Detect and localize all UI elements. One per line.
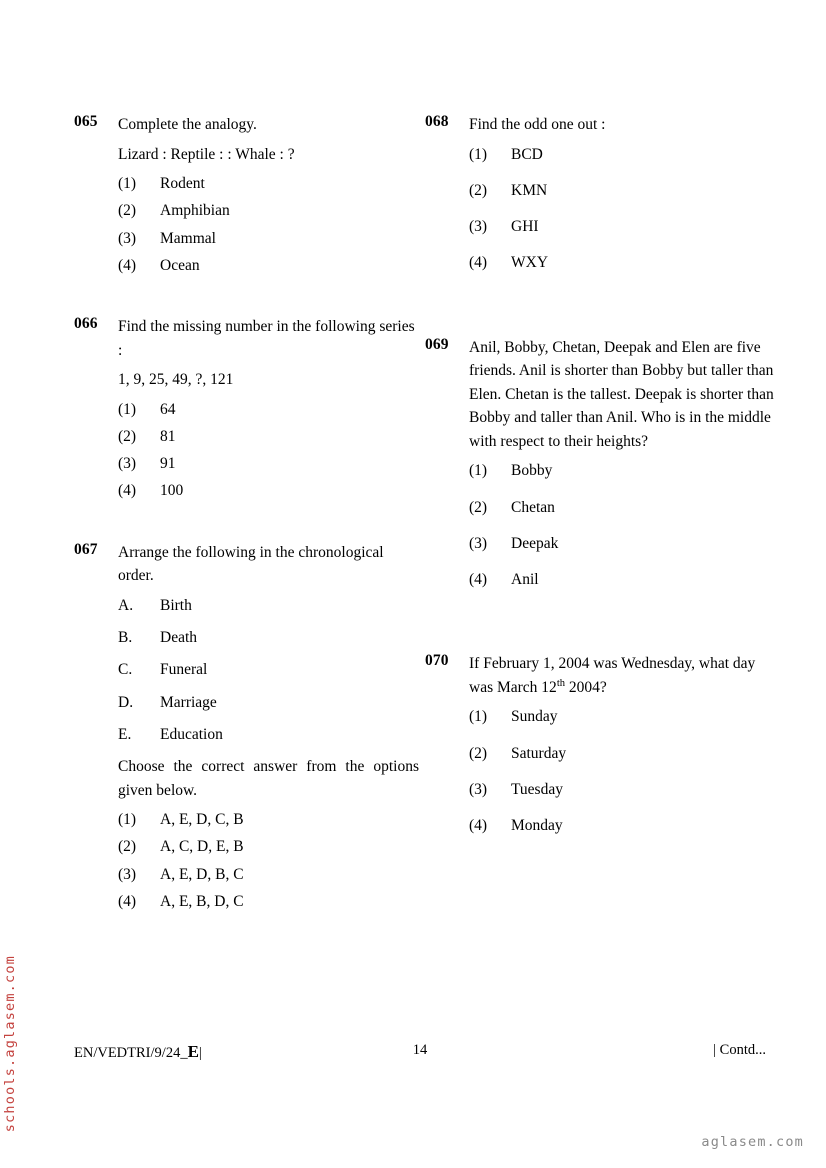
option-marker: (4) [469,254,488,272]
option-marker: (2) [118,427,137,445]
option-label: 100 [160,482,184,500]
page-number: 14 [412,1042,428,1058]
option-label: WXY [511,254,549,272]
option-item[interactable] [118,835,419,858]
item-label: Birth [160,596,192,614]
option-label: Ocean [160,256,200,274]
option-marker: (2) [118,838,137,856]
option-label: 81 [160,427,176,445]
option-label: Amphibian [160,202,230,220]
question-068 [425,113,775,275]
question-067-instruction: Choose the correct answer from the options given below. [118,758,419,799]
option-item[interactable] [469,568,775,591]
question-065-text: Complete the analogy. [118,116,257,133]
option-marker: (4) [118,256,137,274]
question-spacer [425,288,775,336]
list-item [118,658,419,681]
option-item[interactable] [118,172,419,195]
item-marker: B. [118,629,133,647]
ordinal-suffix: th [556,677,566,689]
option-marker: (1) [118,811,137,829]
option-label: Rodent [160,175,205,193]
option-item[interactable] [469,496,775,519]
option-item[interactable] [469,705,775,728]
footer-code-suffix: E [187,1042,199,1061]
item-marker: E. [118,725,132,743]
option-item[interactable] [118,425,419,448]
option-label: Saturday [511,744,567,762]
question-070-head [425,652,775,699]
option-marker: (4) [469,817,488,835]
item-marker: D. [118,693,134,711]
question-067-items [74,594,419,746]
option-marker: (1) [469,462,488,480]
option-item[interactable] [118,863,419,886]
option-item[interactable] [118,479,419,502]
option-label: Anil [511,571,539,589]
question-068-text: Find the odd one out : [469,116,606,133]
question-070-options [425,705,775,837]
option-label: Sunday [511,708,558,726]
question-067-number: 067 [74,540,98,558]
question-067-text: Arrange the following in the chronological order. [118,543,384,585]
option-marker: (4) [469,571,488,589]
list-item [118,594,419,617]
option-label: Tuesday [511,780,563,798]
option-item[interactable] [118,227,419,250]
option-marker: (3) [118,455,137,473]
question-070-text-before: If February 1, 2004 was Wednesday, what day was March 12 [469,655,756,696]
watermark-side: schools.aglasem.com [2,955,18,1133]
page-footer [74,1042,766,1064]
option-marker: (2) [469,744,488,762]
option-item[interactable] [469,251,775,274]
question-070-text-after: 2004? [565,678,607,696]
question-069-options [425,459,775,591]
option-label: 91 [160,455,176,473]
option-label: A, E, B, D, C [160,892,244,910]
option-item[interactable] [469,742,775,765]
question-070-number: 070 [425,652,449,670]
list-item [118,691,419,714]
question-066 [74,315,419,503]
option-label: A, C, D, E, B [160,838,244,856]
option-label: 64 [160,400,176,418]
option-marker: (2) [469,181,488,199]
option-marker: (1) [118,175,137,193]
option-item[interactable] [118,808,419,831]
question-066-text: Find the missing number in the following series : [118,318,415,359]
option-item[interactable] [118,254,419,277]
question-070-text [469,655,755,696]
question-spacer [74,281,419,315]
option-item[interactable] [469,532,775,555]
option-label: Mammal [160,229,216,247]
option-label: A, E, D, C, B [160,811,244,829]
footer-contd: | Contd... [713,1042,766,1058]
option-item[interactable] [469,143,775,166]
option-item[interactable] [469,215,775,238]
question-066-series: 1, 9, 25, 49, ?, 121 [118,371,234,389]
question-069-head [425,336,775,454]
list-item [118,626,419,649]
option-marker: (3) [118,229,137,247]
option-marker: (3) [469,534,488,552]
option-label: KMN [511,181,548,199]
option-marker: (1) [469,708,488,726]
question-spacer [74,507,419,541]
option-label: Bobby [511,462,553,480]
question-067-options [74,808,419,913]
item-label: Death [160,629,198,647]
option-item[interactable] [118,199,419,222]
question-066-number: 066 [74,315,98,333]
option-marker: (3) [469,780,488,798]
option-item[interactable] [469,778,775,801]
option-marker: (2) [118,202,137,220]
option-label: Deepak [511,534,559,552]
question-068-number: 068 [425,113,449,130]
question-065-options [74,172,419,277]
question-065 [74,113,419,277]
option-marker: (4) [118,482,137,500]
question-066-head [74,315,419,362]
option-marker: (3) [469,218,488,236]
item-marker: A. [118,596,134,614]
option-marker: (4) [118,892,137,910]
option-label: A, E, D, B, C [160,865,244,883]
option-label: Chetan [511,498,555,516]
option-item[interactable] [469,814,775,837]
option-item[interactable] [118,452,419,475]
item-label: Funeral [160,661,208,679]
list-item [118,723,419,746]
option-item[interactable] [118,398,419,421]
question-065-number: 065 [74,113,98,130]
question-spacer [425,604,775,652]
option-marker: (2) [469,498,488,516]
question-069-number: 069 [425,335,449,353]
question-068-head [425,113,775,137]
option-marker: (1) [469,145,488,163]
question-068-options [425,143,775,275]
option-item[interactable] [469,459,775,482]
option-label: Monday [511,817,563,835]
question-065-head [74,113,419,137]
item-label: Education [160,725,223,743]
option-item[interactable] [118,890,419,913]
footer-code-bar: | [198,1045,202,1061]
question-067 [74,541,419,913]
footer-code-prefix: EN/VEDTRI/9/24_ [74,1045,188,1061]
question-065-subtext: Lizard : Reptile : : Whale : ? [118,145,295,163]
watermark-corner: aglasem.com [701,1134,804,1150]
right-column [425,113,775,850]
option-marker: (1) [118,400,137,418]
option-marker: (3) [118,865,137,883]
item-marker: C. [118,661,133,679]
question-070 [425,652,775,837]
option-label: GHI [511,218,539,236]
item-label: Marriage [160,693,217,711]
left-column [74,113,419,917]
question-069-text: Anil, Bobby, Chetan, Deepak and Elen are five friends. Anil is shorter than Bobby but taller than Elen. Chetan is the tallest. Deepak is shorter than Bobby and taller than Anil. Who is in the middle with respect to their heights? [469,338,774,450]
question-066-options [74,398,419,503]
question-069 [425,336,775,592]
question-067-head [74,541,419,588]
option-item[interactable] [469,179,775,202]
option-label: BCD [511,145,543,163]
